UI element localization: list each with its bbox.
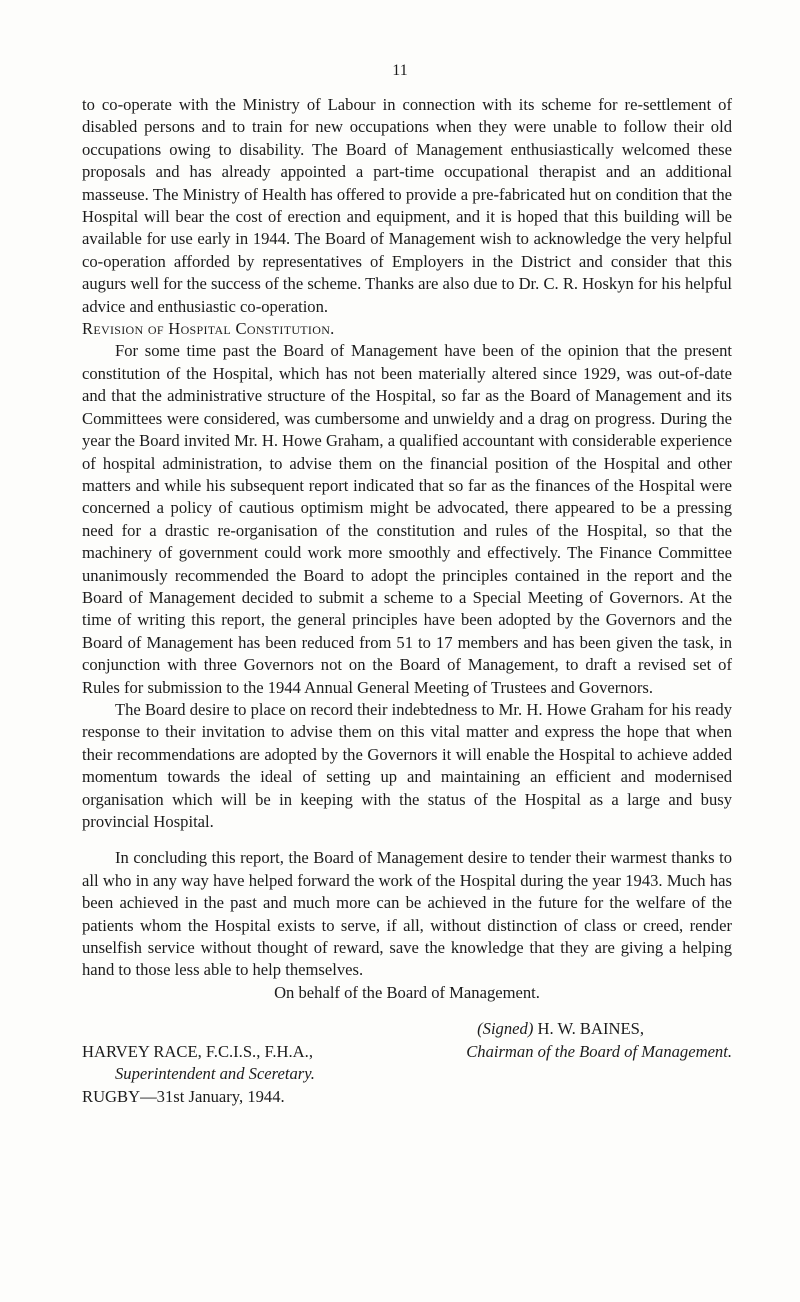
paragraph-constitution: For some time past the Board of Management have been of the opinion that the present constitution of the Hospital, which has not been materially altered since 1929, was out-of-date and that the administrative structure of the Hospital, so far as the Board of Management and its Committees were considered, was cumbersome and unwieldy and a drag on progress. During the year the Board invited Mr. H. Howe Graham, a qualified accountant with considerable experience of hospital administration, to advise them on the financial position of the Hospital and other matters and while his subsequent report indicated that so far as the finances of the Hospital were concerned a policy of cautious optimism might be advocated, there appeared to be a pressing need for a drastic re-organisation of the constitution and rules of the Hospital, so that the machinery of government could work more smoothly and effectively. The Finance Committee unanimously recommended the Board to adopt the principles contained in the report and the Board of Management decided to submit a scheme to a Special Meeting of Governors. At the time of writing this report, the general principles have been adopted by the Governors and the Board of Management has been reduced from 51 to 17 members and has been given the task, in conjunction with three Governors not on the Board of Management, to draft a revised set of Rules for submission to the 1944 Annual General Meeting of Trustees and Governors.: [82, 341, 732, 697]
chairman-title: Chairman of the Board of Management.: [466, 1041, 732, 1061]
section-heading: Revision of Hospital Constitution.: [82, 319, 335, 339]
on-behalf-line: On behalf of the Board of Management.: [274, 982, 540, 1002]
place-date: RUGBY—31st January, 1944.: [82, 1086, 285, 1106]
document-body: [82, 94, 732, 1108]
intro-paragraph: to co-operate with the Ministry of Labour in connection with its scheme for re-settlement of disabled persons and to train for new occupations when they were unable to follow their old occupations owing to disability. The Board of Management enthusiastically welcomed these proposals and has already appointed a part-time occupational therapist and an additional masseuse. The Ministry of Health has offered to provide a pre-fabricated hut on condition that the Hospital will bear the cost of erection and equipment, and it is hoped that this building will be available for use early in 1944. The Board of Management wish to acknowledge the very helpful co-operation afforded by representatives of Employers in the District and consider that this augurs well for the success of the scheme. Thanks are also due to Dr. C. R. Hoskyn for his helpful advice and enthusiastic co-operation.: [82, 95, 732, 316]
signed-label: (Signed): [477, 1019, 534, 1039]
paragraph-indebtedness: The Board desire to place on record their indebtedness to Mr. H. Howe Graham for his ready response to their invitation to advise them on this vital matter and express the hope that when their recommendations are adopted by the Governors it will enable the Hospital to achieve added momentum towards the ideal of setting up and maintaining an efficient and modernised organisation which will be in keeping with the status of the Hospital as a large and busy provincial Hospital.: [82, 699, 732, 831]
paragraph-concluding: In concluding this report, the Board of Management desire to tender their warmest thanks to all who in any way have helped forward the work of the Hospital during the year 1943. Much has been achieved in the past and much more can be achieved in the future for the welfare of the patients whom the Hospital exists to serve, if all, without distinction of class or creed, render unselfish service without thought of reward, save the knowledge that they are giving a helping hand to those less able to help themselves.: [82, 848, 732, 980]
page-number: 11: [392, 62, 408, 79]
superintendent-title: Superintendent and Sceretary.: [115, 1064, 315, 1084]
superintendent-name: HARVEY RACE, F.C.I.S., F.H.A.,: [82, 1042, 313, 1062]
chairman-name: H. W. BAINES,: [537, 1019, 644, 1039]
